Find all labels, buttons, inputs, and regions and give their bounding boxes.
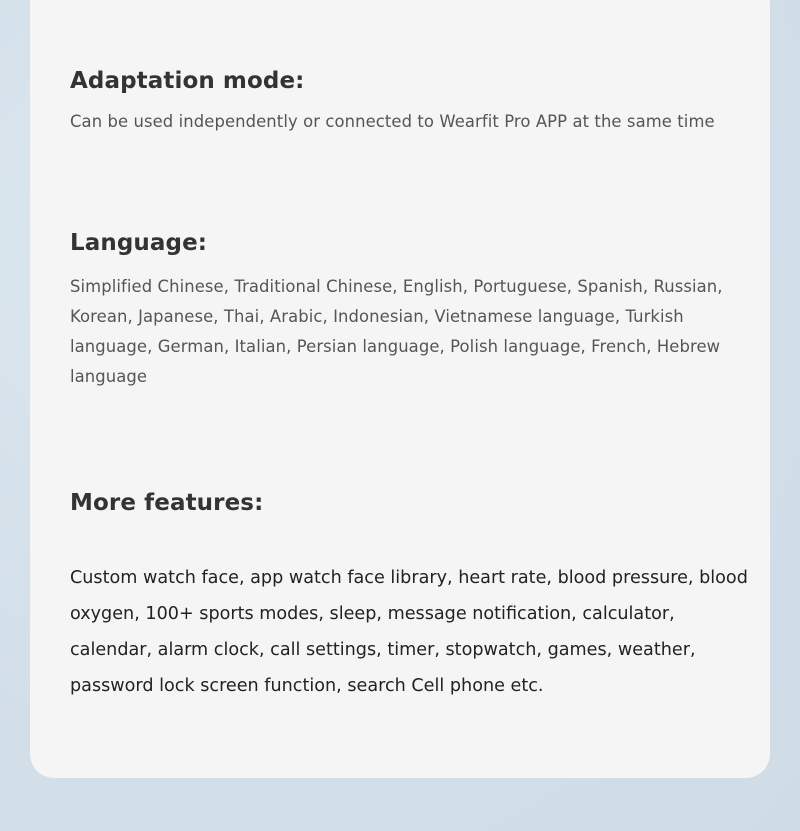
adaptation-mode-section bbox=[70, 68, 750, 137]
more-features-section bbox=[70, 490, 750, 704]
language-section bbox=[70, 230, 750, 392]
language-list-text: Simplified Chinese, Traditional Chinese, English, Portuguese, Spanish, Russian, Korean, Japanese, Thai, Arabic, Indonesian, Vietnamese language, Turkish language, German, Italian, Persian language, Polish language, French, Hebrew language bbox=[70, 277, 723, 386]
adaptation-mode-text: Can be used independently or connected to Wearfit Pro APP at the same time bbox=[70, 112, 715, 131]
more-features-text: Custom watch face, app watch face library, heart rate, blood pressure, blood oxygen, 100+ sports modes, sleep, message notification, calculator, calendar, alarm clock, call settings, timer, stopwatch, games, weather, password lock screen function, search Cell phone etc. bbox=[70, 568, 748, 696]
adaptation-mode-heading: Adaptation mode: bbox=[70, 68, 305, 94]
more-features-heading: More features: bbox=[70, 490, 264, 516]
language-heading: Language: bbox=[70, 230, 208, 256]
content-card bbox=[30, 0, 770, 778]
